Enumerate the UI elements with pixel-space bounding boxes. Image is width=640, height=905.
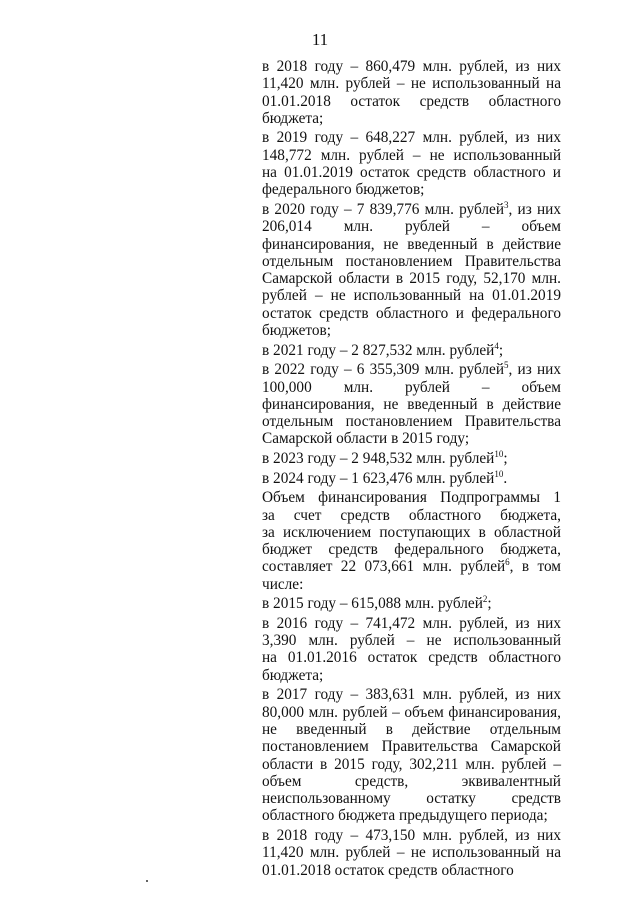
line-text: Объем финансирования Подпрограммы 1 <box>262 489 561 507</box>
line-text: финансирования, не введенный в действие <box>262 395 561 413</box>
line-tail: ; <box>487 595 492 613</box>
footnote-marker: 10 <box>494 468 504 479</box>
text-line <box>262 721 561 738</box>
text-line <box>262 253 561 270</box>
text-line <box>262 649 561 666</box>
text-line <box>262 595 561 612</box>
line-text: рублей – не использованный на 01.01.2019 <box>262 287 561 305</box>
text-line <box>262 147 561 164</box>
text-line <box>262 236 561 253</box>
text-line <box>262 773 561 790</box>
line-text: числе: <box>262 575 304 593</box>
line-text: областного бюджета предыдущего периода; <box>262 807 548 825</box>
text-line <box>262 558 561 575</box>
line-text: за исключением поступающих в областной <box>262 523 561 541</box>
line-text: в 2017 году – 383,631 млн. рублей, из них <box>262 686 561 704</box>
paragraph <box>262 595 561 612</box>
paragraph <box>262 361 561 447</box>
paragraph <box>262 615 561 684</box>
paragraph <box>262 342 561 359</box>
line-text: 11,420 млн. рублей – не использованный на <box>262 75 561 93</box>
text-line <box>262 450 561 467</box>
line-text: федерального бюджетов; <box>262 181 425 199</box>
paragraph <box>262 827 561 879</box>
text-line <box>262 342 561 359</box>
text-line <box>262 164 561 181</box>
line-text: составляет 22 073,661 млн. рублей <box>262 558 506 576</box>
text-line <box>262 489 561 506</box>
paragraph <box>262 201 561 339</box>
line-text: постановлением Правительства Самарской <box>262 738 561 756</box>
page-number: 11 <box>311 30 329 49</box>
line-text: в 2022 году – 6 355,309 млн. рублей <box>262 361 505 379</box>
line-tail: , из них <box>508 200 561 218</box>
text-line <box>262 287 561 304</box>
footnote-marker: 6 <box>505 557 510 568</box>
text-line <box>262 704 561 721</box>
text-line <box>262 807 561 824</box>
paragraph <box>262 58 561 127</box>
footnote-marker: 2 <box>482 594 488 605</box>
text-line <box>262 844 561 861</box>
line-text: 100,000 млн. рублей – объем <box>262 378 561 396</box>
footnote-marker: 10 <box>494 449 504 460</box>
line-text: на 01.01.2019 остаток средств областного и <box>262 164 561 182</box>
text-line <box>262 738 561 755</box>
text-line <box>262 322 561 339</box>
text-line <box>262 75 561 92</box>
line-tail: ; <box>498 341 504 359</box>
text-line <box>262 110 561 127</box>
line-text: в 2020 году – 7 839,776 млн. рублей <box>262 200 505 218</box>
text-line <box>262 790 561 807</box>
text-line <box>262 507 561 524</box>
text-line <box>262 379 561 396</box>
line-text: 01.01.2018 остаток средств областного <box>262 92 561 110</box>
line-text: объем средств, эквивалентный <box>262 772 561 790</box>
text-line <box>262 632 561 649</box>
line-text: в 2023 году – 2 948,532 млн. рублей <box>262 450 495 468</box>
line-text: бюджет средств федерального бюджета, <box>262 541 561 559</box>
line-tail: ; <box>503 450 508 468</box>
line-text: области в 2015 году, 302,211 млн. рублей – <box>262 755 561 773</box>
line-text: 80,000 млн. рублей – объем финансирования, <box>262 703 561 721</box>
line-text: отдельным постановлением Правительства <box>262 252 561 270</box>
line-text: неиспользованному остатку средств <box>262 790 561 808</box>
text-line <box>262 470 561 487</box>
paragraph <box>262 489 561 593</box>
line-text: бюджетов; <box>262 322 331 340</box>
text-line <box>262 181 561 198</box>
line-text: 148,772 млн. рублей – не использованный <box>262 146 561 164</box>
line-text: 11,420 млн. рублей – не использованный на <box>262 844 561 862</box>
line-text: остаток средств областного и федерального <box>262 304 561 322</box>
footnote-marker: 5 <box>504 360 509 371</box>
text-line <box>262 413 561 430</box>
paragraph <box>262 129 561 198</box>
line-text: на 01.01.2016 остаток средств областного <box>262 649 561 667</box>
line-text: Самарской области в 2015 году, 52,170 млн. <box>262 270 561 288</box>
line-text: бюджета; <box>262 666 324 684</box>
line-text: в 2019 году – 648,227 млн. рублей, из них <box>262 129 561 147</box>
text-line <box>262 667 561 684</box>
line-text: не введенный в действие отдельным <box>262 720 561 738</box>
paragraph <box>262 470 561 487</box>
line-text: финансирования, не введенный в действие <box>262 235 561 253</box>
line-text: в 2021 году – 2 827,532 млн. рублей <box>262 341 495 359</box>
line-text: в 2015 году – 615,088 млн. рублей <box>262 595 483 613</box>
text-line <box>262 827 561 844</box>
text-line <box>262 541 561 558</box>
line-text: за счет средств областного бюджета, <box>262 506 561 524</box>
paragraph <box>262 450 561 467</box>
text-line <box>262 361 561 378</box>
text-line <box>262 756 561 773</box>
text-line <box>262 615 561 632</box>
text-line <box>262 576 561 593</box>
text-line <box>262 396 561 413</box>
text-line <box>262 305 561 322</box>
line-text: бюджета; <box>262 109 324 127</box>
line-text: отдельным постановлением Правительства <box>262 413 561 431</box>
line-tail: , из них <box>508 361 561 379</box>
line-text: в 2018 году – 860,479 млн. рублей, из них <box>262 58 561 75</box>
text-line <box>262 58 561 75</box>
scan-speck <box>146 880 148 882</box>
text-line <box>262 270 561 287</box>
text-line <box>262 201 561 218</box>
footnote-marker: 4 <box>494 340 499 351</box>
document-body <box>262 58 561 881</box>
line-text: в 2024 году – 1 623,476 млн. рублей <box>262 469 495 487</box>
text-line <box>262 524 561 541</box>
paragraph <box>262 686 561 824</box>
line-tail: . <box>503 469 508 487</box>
text-line <box>262 218 561 235</box>
line-text: 3,390 млн. рублей – не использованный <box>262 632 561 650</box>
line-text: Самарской области в 2015 году; <box>262 430 470 448</box>
line-text: 206,014 млн. рублей – объем <box>262 218 561 236</box>
text-line <box>262 430 561 447</box>
footnote-marker: 3 <box>504 199 509 210</box>
line-tail: , в том <box>509 558 561 576</box>
text-line <box>262 686 561 703</box>
line-text: в 2016 году – 741,472 млн. рублей, из них <box>262 614 561 632</box>
text-line <box>262 862 561 879</box>
text-line <box>262 129 561 146</box>
line-text: в 2018 году – 473,150 млн. рублей, из них <box>262 827 561 845</box>
text-line <box>262 93 561 110</box>
line-text: 01.01.2018 остаток средств областного <box>262 861 514 879</box>
